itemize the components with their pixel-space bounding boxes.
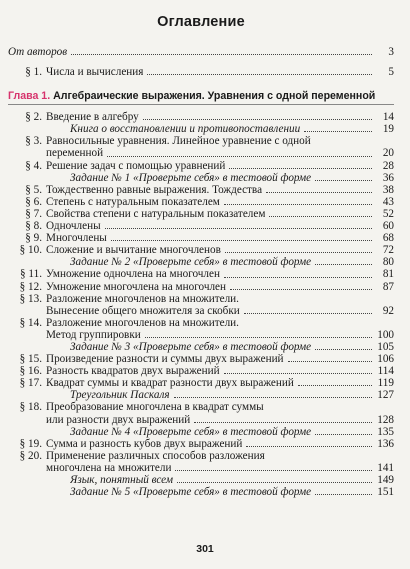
toc-entry xyxy=(8,220,394,232)
toc-row xyxy=(8,438,394,450)
dot-leader xyxy=(315,180,372,181)
toc-entry xyxy=(8,353,394,365)
entry-title: или разности двух выражений xyxy=(46,413,191,426)
entry-page: 38 xyxy=(382,183,394,196)
toc-entry xyxy=(8,377,394,389)
toc-row xyxy=(8,329,394,341)
toc-entry xyxy=(8,341,394,353)
entry-title: Разложение многочленов на множители. xyxy=(46,292,239,305)
dot-leader xyxy=(244,313,372,314)
entry-page: 119 xyxy=(377,377,394,390)
toc-entry xyxy=(8,389,394,401)
entry-title: Применение различных способов разложения xyxy=(46,449,265,462)
entry-title: Квадрат суммы и квадрат разности двух выражений xyxy=(46,377,294,390)
entry-title: Метод группировки xyxy=(46,328,141,341)
dot-leader xyxy=(266,192,372,193)
toc-row xyxy=(8,46,394,58)
toc-entry xyxy=(8,135,394,159)
entry-page: 135 xyxy=(377,425,394,438)
page-number: 301 xyxy=(196,543,214,555)
entry-page: 92 xyxy=(382,304,394,317)
toc-entry xyxy=(8,196,394,208)
toc-row xyxy=(8,184,394,196)
section-number: § 16. xyxy=(19,365,42,378)
toc-row xyxy=(8,426,394,438)
toc-row xyxy=(8,305,394,317)
dot-leader xyxy=(107,156,372,157)
toc-row xyxy=(8,208,394,220)
section-number: § 1. xyxy=(25,66,42,79)
dot-leader xyxy=(315,349,372,350)
section-number: § 9. xyxy=(25,232,42,245)
dot-leader xyxy=(143,119,372,120)
entry-title: Язык, понятный всем xyxy=(70,474,174,486)
toc-row xyxy=(8,401,394,413)
dot-leader xyxy=(298,385,372,386)
toc-entry xyxy=(8,184,394,196)
dot-leader xyxy=(246,446,372,447)
toc-entry xyxy=(8,486,394,498)
entry-title: Одночлены xyxy=(46,220,101,233)
section-number: § 2. xyxy=(25,111,42,124)
dot-leader xyxy=(224,277,372,278)
entry-title: Равносильные уравнения. Линейное уравнение с одной xyxy=(46,135,311,148)
entry-page: 3 xyxy=(388,46,394,58)
toc-row xyxy=(8,317,394,329)
entry-title: Решение задач с помощью уравнений xyxy=(46,159,226,172)
section-number: § 11. xyxy=(20,268,42,281)
entry-title: многочлена на множители xyxy=(46,461,172,474)
dot-leader xyxy=(269,216,372,217)
entry-page: 127 xyxy=(377,389,394,402)
toc-entry xyxy=(8,208,394,220)
toc-entries xyxy=(8,111,394,498)
section-number: § 8. xyxy=(25,220,42,233)
entry-page: 43 xyxy=(382,195,394,208)
entry-title: Многочлены xyxy=(46,232,107,245)
entry-page: 81 xyxy=(382,268,394,281)
entry-title: Задание № 4 «Проверьте себя» в тестовой форме xyxy=(70,425,312,438)
toc-entry xyxy=(8,160,394,172)
toc-entry xyxy=(8,232,394,244)
dot-leader xyxy=(288,361,372,362)
toc-intro xyxy=(8,46,394,58)
toc-entry xyxy=(8,474,394,486)
entry-title: От авторов xyxy=(8,46,68,58)
toc-entry xyxy=(8,172,394,184)
entry-title: Задание № 1 «Проверьте себя» в тестовой форме xyxy=(70,171,312,184)
entry-page: 20 xyxy=(382,147,394,160)
toc-entry xyxy=(8,426,394,438)
entry-page: 149 xyxy=(377,474,394,486)
entry-title: Числа и вычисления xyxy=(46,66,144,79)
dot-leader xyxy=(225,252,372,253)
entry-page: 87 xyxy=(382,280,394,293)
toc-row xyxy=(8,268,394,280)
toc-row xyxy=(8,160,394,172)
toc-row xyxy=(8,462,394,474)
entry-title: Умножение многочлена на многочлен xyxy=(46,280,226,293)
toc-row xyxy=(8,123,394,135)
toc-row xyxy=(8,135,394,147)
toc-entry xyxy=(8,293,394,317)
toc-row xyxy=(8,365,394,377)
section-number: § 18. xyxy=(19,401,42,414)
toc-row xyxy=(8,341,394,353)
toc-row xyxy=(8,353,394,365)
toc-entry xyxy=(8,244,394,256)
section-number: § 14. xyxy=(19,316,42,329)
toc-entry xyxy=(8,111,394,123)
section-number: § 7. xyxy=(25,207,42,220)
section-number: § 17. xyxy=(19,377,42,390)
dot-leader xyxy=(230,289,372,290)
dot-leader xyxy=(145,337,372,338)
dot-leader xyxy=(194,422,372,423)
entry-title: Свойства степени с натуральным показателем xyxy=(46,207,266,220)
entry-title: Сумма и разность кубов двух выражений xyxy=(46,437,243,450)
entry-page: 114 xyxy=(377,365,394,378)
section-number: § 13. xyxy=(19,292,42,305)
entry-page: 141 xyxy=(377,461,394,474)
chapter-title: Алгебраические выражения. Уравнения с одной переменной xyxy=(53,90,376,103)
dot-leader xyxy=(315,434,372,435)
chapter-label: Глава 1. xyxy=(8,90,51,103)
toc-row xyxy=(8,377,394,389)
section-number: § 20. xyxy=(19,449,42,462)
entry-page: 106 xyxy=(377,353,394,366)
entry-title: Тождественно равные выражения. Тождества xyxy=(46,183,263,196)
toc-entry xyxy=(8,256,394,268)
toc-row xyxy=(8,111,394,123)
toc-row xyxy=(8,450,394,462)
entry-page: 100 xyxy=(377,328,394,341)
dot-leader xyxy=(224,204,372,205)
dot-leader xyxy=(224,373,372,374)
entry-title: Задание № 2 «Проверьте себя» в тестовой форме xyxy=(70,256,312,269)
dot-leader xyxy=(71,54,372,55)
entry-title: Треугольник Паскаля xyxy=(70,389,170,402)
entry-page: 105 xyxy=(377,340,394,353)
toc-row xyxy=(8,147,394,159)
entry-page: 19 xyxy=(382,123,394,136)
dot-leader xyxy=(105,228,372,229)
entry-page: 151 xyxy=(377,486,394,499)
entry-page: 68 xyxy=(382,232,394,245)
dot-leader xyxy=(174,397,372,398)
toc-row xyxy=(8,244,394,256)
dot-leader xyxy=(304,131,372,132)
section-number: § 19. xyxy=(19,437,42,450)
entry-title: Книга о восстановлении и противопоставлении xyxy=(70,123,301,136)
dot-leader xyxy=(315,264,372,265)
toc-entry xyxy=(8,281,394,293)
toc-row xyxy=(8,172,394,184)
toc-section-1 xyxy=(8,66,394,78)
toc-row xyxy=(8,232,394,244)
toc-row xyxy=(8,281,394,293)
entry-title: Разложение многочленов на множители. xyxy=(46,316,239,329)
page-title: Оглавление xyxy=(157,14,245,30)
toc-row xyxy=(8,196,394,208)
toc-row xyxy=(8,66,394,78)
toc-entry xyxy=(8,317,394,341)
entry-title: Сложение и вычитание многочленов xyxy=(46,244,221,257)
entry-page: 5 xyxy=(388,66,394,79)
dot-leader xyxy=(229,168,372,169)
section-number: § 12. xyxy=(19,280,42,293)
toc-entry xyxy=(8,123,394,135)
entry-title: переменной xyxy=(46,147,104,160)
entry-title: Разность квадратов двух выражений xyxy=(46,365,220,378)
entry-page: 60 xyxy=(382,220,394,233)
dot-leader xyxy=(315,494,372,495)
entry-title: Задание № 3 «Проверьте себя» в тестовой форме xyxy=(70,340,312,353)
section-number: § 5. xyxy=(25,183,42,196)
dot-leader xyxy=(175,470,372,471)
section-number: § 4. xyxy=(25,159,42,172)
entry-page: 128 xyxy=(377,413,394,426)
toc-row xyxy=(8,293,394,305)
toc-row xyxy=(8,389,394,401)
entry-title: Умножение одночлена на многочлен xyxy=(46,268,220,281)
toc-entry xyxy=(8,438,394,450)
entry-title: Введение в алгебру xyxy=(46,111,139,124)
dot-leader xyxy=(111,240,372,241)
section-number: § 6. xyxy=(25,195,42,208)
chapter-rule xyxy=(8,104,394,105)
entry-title: Произведение разности и суммы двух выражений xyxy=(46,353,284,366)
entry-page: 36 xyxy=(382,171,394,184)
toc-entry xyxy=(8,401,394,425)
section-number: § 10. xyxy=(19,244,42,257)
toc-row xyxy=(8,220,394,232)
toc-row xyxy=(8,256,394,268)
entry-title: Задание № 5 «Проверьте себя» в тестовой форме xyxy=(70,486,312,499)
entry-page: 52 xyxy=(382,207,394,220)
entry-page: 28 xyxy=(382,159,394,172)
toc-entry xyxy=(8,450,394,474)
toc-row xyxy=(8,486,394,498)
entry-page: 136 xyxy=(377,437,394,450)
entry-title: Степень с натуральным показателем xyxy=(46,195,220,208)
section-number: § 3. xyxy=(25,135,42,148)
section-number: § 15. xyxy=(19,353,42,366)
toc-row xyxy=(8,474,394,486)
entry-title: Вынесение общего множителя за скобки xyxy=(46,304,240,317)
toc-row xyxy=(8,414,394,426)
entry-page: 72 xyxy=(382,244,394,257)
dot-leader xyxy=(177,482,372,483)
entry-page: 14 xyxy=(382,111,394,124)
entry-page: 80 xyxy=(382,256,394,269)
entry-title: Преобразование многочлена в квадрат суммы xyxy=(46,401,264,414)
chapter-heading xyxy=(8,90,394,102)
dot-leader xyxy=(147,74,372,75)
toc-entry xyxy=(8,268,394,280)
toc-entry xyxy=(8,365,394,377)
